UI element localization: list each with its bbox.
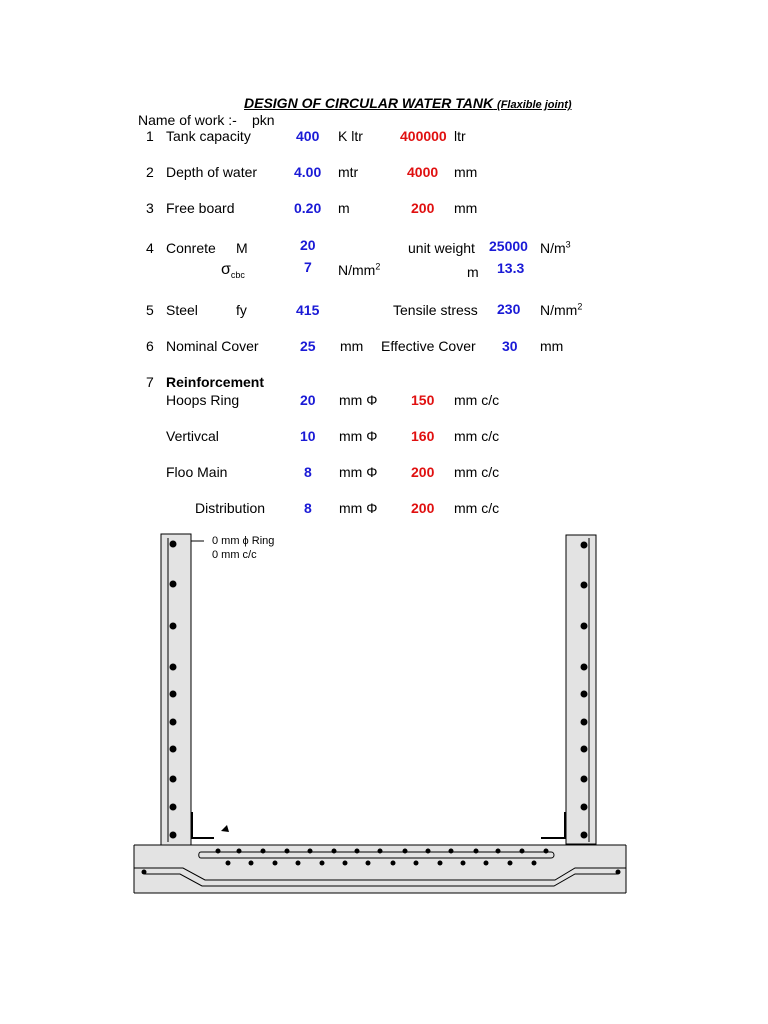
depth-unit-2: mm [454, 164, 478, 180]
slab-bar-dot [449, 849, 454, 854]
modular-ratio-label: m [467, 264, 479, 280]
slab-bar-dot [391, 861, 396, 866]
right-hoop-bar [581, 832, 588, 839]
vertical-dia-unit: mm Φ [339, 428, 378, 444]
row-6-number: 6 [146, 338, 154, 354]
tensile-stress-value: 230 [497, 301, 521, 317]
free-board-unit-2: mm [454, 200, 478, 216]
slab-bar-dot [285, 849, 290, 854]
sigma-subscript: cbc [230, 270, 245, 281]
row-2-number: 2 [146, 164, 154, 180]
floor-main-label: Floo Main [166, 464, 228, 480]
slab-bar-dot [261, 849, 266, 854]
right-hoop-bar [581, 582, 588, 589]
slab-bar-dot [426, 849, 431, 854]
left-hoop-bar [170, 719, 177, 726]
slab-bar-dot [216, 849, 221, 854]
concrete-grade-value: 20 [300, 237, 316, 253]
slab-bar-end [616, 870, 621, 875]
distribution-spacing-unit: mm c/c [454, 500, 500, 516]
sigma-unit-text: N/mm [338, 262, 376, 278]
free-board-mm: 200 [411, 200, 435, 216]
distribution-dia-unit: mm Φ [339, 500, 378, 516]
row-5-number: 5 [146, 302, 154, 318]
sigma-unit-sup: 2 [375, 261, 381, 272]
row-5-label: Steel [166, 302, 198, 318]
tensile-unit-sup: 2 [577, 301, 583, 312]
row-7-number: 7 [146, 374, 154, 390]
row-1-label: Tank capacity [166, 128, 251, 144]
title-sub: (Flaxible joint) [497, 99, 572, 111]
row-6-label: Nominal Cover [166, 338, 259, 354]
row-4-number: 4 [146, 240, 154, 256]
tank-capacity-unit-2: ltr [454, 128, 466, 144]
steel-fy-label: fy [236, 302, 247, 318]
right-hoop-bar [581, 542, 588, 549]
tank-capacity-kltr: 400 [296, 128, 320, 144]
depth-unit-1: mtr [338, 164, 359, 180]
left-wall [161, 534, 191, 845]
distribution-label: Distribution [195, 500, 266, 516]
slab-bar-dot [414, 861, 419, 866]
slab-bar-dot [403, 849, 408, 854]
slab-bar-dot [249, 861, 254, 866]
concrete-grade-label: M [236, 240, 248, 256]
slab-bar-dot [366, 861, 371, 866]
hoops-ring-spacing-unit: mm c/c [454, 392, 500, 408]
right-hoop-bar [581, 776, 588, 783]
left-hoop-bar [170, 746, 177, 753]
slab-bar-dot [484, 861, 489, 866]
slab-bar-dot [226, 861, 231, 866]
nominal-cover-unit: mm [340, 338, 364, 354]
slab-bar-dot [308, 849, 313, 854]
vertical-dia: 10 [300, 428, 316, 444]
slab-bar-dot [273, 861, 278, 866]
slab-bar-dot [474, 849, 479, 854]
right-hoop-bar [581, 804, 588, 811]
hoops-ring-label: Hoops Ring [166, 392, 240, 408]
slab-bar-dot [237, 849, 242, 854]
right-wall [566, 535, 596, 844]
slab-bar-dot [320, 861, 325, 866]
vertical-spacing-unit: mm c/c [454, 428, 500, 444]
name-of-work-label: Name of work :- [138, 112, 237, 128]
right-joint-detail [541, 812, 565, 838]
right-hoop-bar [581, 746, 588, 753]
slab-bar-dot [496, 849, 501, 854]
effective-cover-unit: mm [540, 338, 564, 354]
right-hoop-bar [581, 691, 588, 698]
slab-bar-dot [343, 861, 348, 866]
left-hoop-bar [170, 776, 177, 783]
left-hoop-bar [170, 623, 177, 630]
left-hoop-bar [170, 804, 177, 811]
sigma-cbc-value: 7 [304, 259, 312, 275]
row-1-number: 1 [146, 128, 154, 144]
slab-bar-dot [438, 861, 443, 866]
effective-cover-value: 30 [502, 338, 518, 354]
slab-bar-end [142, 870, 147, 875]
floor-main-spacing-unit: mm c/c [454, 464, 500, 480]
floor-main-spacing: 200 [411, 464, 435, 480]
row-7-label: Reinforcement [166, 374, 265, 390]
tensile-stress-label: Tensile stress [393, 302, 478, 318]
hoops-ring-spacing: 150 [411, 392, 435, 408]
slab-bar-dot [378, 849, 383, 854]
left-hoop-bar [170, 832, 177, 839]
slab-bar-dot [544, 849, 549, 854]
vertical-spacing: 160 [411, 428, 435, 444]
unit-weight-unit-text: N/m [540, 240, 566, 256]
tensile-unit-text: N/mm [540, 302, 578, 318]
slab-bar-dot [461, 861, 466, 866]
row-3-label: Free board [166, 200, 235, 216]
depth-of-water-m: 4.00 [294, 164, 322, 180]
slab-bar-dot [532, 861, 537, 866]
arrow-marker [221, 825, 229, 832]
unit-weight-unit-sup: 3 [565, 239, 571, 250]
modular-ratio-value: 13.3 [497, 260, 525, 276]
steel-fy-value: 415 [296, 302, 320, 318]
name-of-work-value: pkn [252, 112, 275, 128]
floor-main-dia-unit: mm Φ [339, 464, 378, 480]
slab-bar-dot [508, 861, 513, 866]
hoops-ring-dia-unit: mm Φ [339, 392, 378, 408]
hoops-ring-dia: 20 [300, 392, 316, 408]
nominal-cover-value: 25 [300, 338, 316, 354]
tank-capacity-unit-1: K ltr [338, 128, 363, 144]
row-4-label: Conrete [166, 240, 216, 256]
row-2-label: Depth of water [166, 164, 258, 180]
right-hoop-bar [581, 719, 588, 726]
unit-weight-label: unit weight [408, 240, 475, 256]
left-hoop-bar [170, 691, 177, 698]
left-hoop-bar [170, 541, 177, 548]
floor-main-dia: 8 [304, 464, 312, 480]
free-board-m: 0.20 [294, 200, 322, 216]
row-3-number: 3 [146, 200, 154, 216]
right-hoop-bar [581, 623, 588, 630]
unit-weight-value: 25000 [489, 238, 528, 254]
distribution-dia: 8 [304, 500, 312, 516]
sigma-symbol: σ [221, 261, 231, 278]
title-main: DESIGN OF CIRCULAR WATER TANK [244, 95, 494, 111]
tank-capacity-ltr: 400000 [400, 128, 447, 144]
left-hoop-bar [170, 581, 177, 588]
vertical-label: Vertivcal [166, 428, 219, 444]
free-board-unit-1: m [338, 200, 350, 216]
ring-note-line-2: 0 mm c/c [212, 549, 257, 561]
slab-bar-dot [355, 849, 360, 854]
slab-bar-dot [520, 849, 525, 854]
left-hoop-bar [170, 664, 177, 671]
distribution-spacing: 200 [411, 500, 435, 516]
ring-note-line-1: 0 mm ϕ Ring [212, 535, 275, 547]
depth-of-water-mm: 4000 [407, 164, 439, 180]
right-hoop-bar [581, 664, 588, 671]
effective-cover-label: Effective Cover [381, 338, 476, 354]
slab-bar-dot [332, 849, 337, 854]
slab-bar-dot [296, 861, 301, 866]
left-joint-detail [192, 812, 214, 838]
